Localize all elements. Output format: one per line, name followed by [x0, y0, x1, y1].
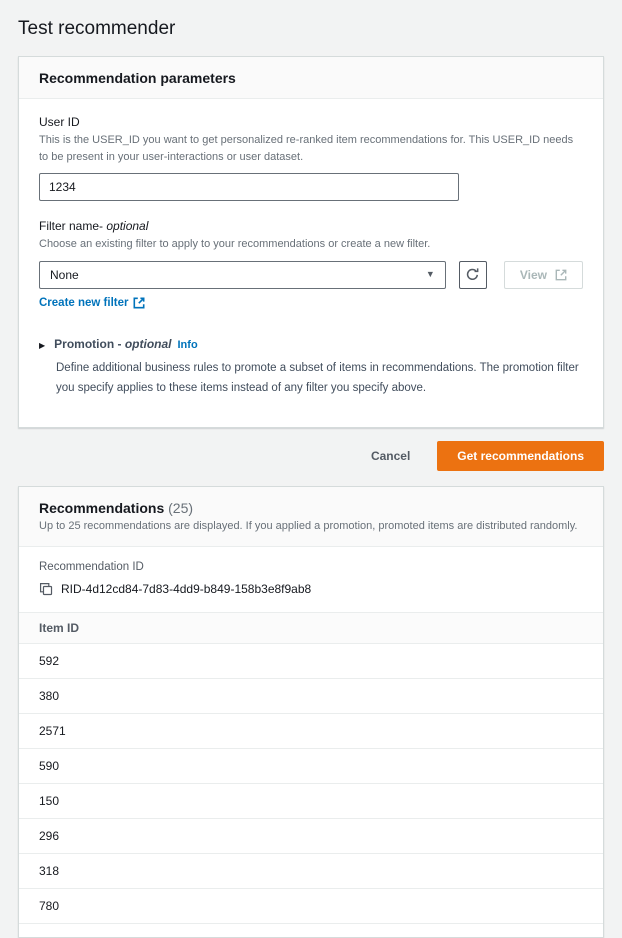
- table-row[interactable]: 150: [19, 784, 603, 819]
- recommendations-card: [18, 486, 604, 938]
- table-row[interactable]: [19, 924, 603, 937]
- promotion-description: Define additional business rules to promote a subset of items in recommendations. The promotion filter you specify applies to these items instead of any filter you specify above.: [56, 361, 579, 395]
- filter-name-field: [39, 219, 583, 311]
- recommendation-id-section: [19, 547, 603, 612]
- external-link-icon: [133, 297, 145, 309]
- recommendations-card-header: [19, 487, 603, 547]
- promotion-title-text: Promotion -: [54, 336, 125, 351]
- table-row[interactable]: 780: [19, 889, 603, 924]
- user-id-description: This is the USER_ID you want to get personalized re-ranked item recommendations for. This USER_ID needs to be present in your user-interactions or user dataset.: [39, 134, 574, 163]
- table-row[interactable]: 296: [19, 819, 603, 854]
- create-new-filter-link[interactable]: [39, 297, 145, 309]
- promotion-title: [54, 337, 171, 351]
- user-id-label: User ID: [39, 115, 80, 129]
- recommendation-id-row: [39, 582, 583, 596]
- filter-controls-row: [39, 261, 583, 289]
- recommendations-count: (25): [168, 499, 194, 516]
- user-id-field: [39, 115, 583, 201]
- promotion-section: [39, 337, 583, 399]
- recommendation-parameters-card: [18, 56, 604, 428]
- table-row[interactable]: 592: [19, 644, 603, 679]
- refresh-button[interactable]: [459, 261, 487, 289]
- recommendations-title-text: Recommendations: [39, 499, 169, 516]
- filter-name-description: Choose an existing filter to apply to your recommendations or create a new filter.: [39, 238, 431, 250]
- filter-name-label-text: Filter name-: [39, 219, 107, 233]
- parameters-card-body: [19, 99, 603, 427]
- table-row[interactable]: 2571: [19, 714, 603, 749]
- copy-icon: [39, 582, 53, 596]
- promotion-header[interactable]: [39, 337, 583, 351]
- recommendation-id-value: RID-4d12cd84-7d83-4dd9-b849-158b3e8f9ab8: [61, 582, 312, 597]
- external-link-icon: [555, 269, 567, 281]
- recommendations-description: Up to 25 recommendations are displayed. If you applied a promotion, promoted items are distributed randomly.: [39, 519, 578, 532]
- promotion-optional-text: optional: [124, 336, 172, 351]
- cancel-button[interactable]: Cancel: [370, 448, 411, 463]
- recommendations-card-title: [39, 500, 583, 516]
- chevron-down-icon: ▼: [425, 269, 435, 279]
- page-title: Test recommender: [18, 18, 176, 39]
- copy-button[interactable]: [39, 582, 53, 596]
- parameters-card-header: [19, 57, 603, 99]
- item-id-column-header: Item ID: [19, 613, 603, 644]
- parameters-card-title: Recommendation parameters: [39, 70, 236, 86]
- filter-select-value: None: [50, 267, 79, 282]
- filter-name-optional-text: optional: [106, 219, 149, 233]
- get-recommendations-button[interactable]: Get recommendations: [437, 441, 604, 471]
- table-row[interactable]: 590: [19, 749, 603, 784]
- refresh-icon: [465, 267, 480, 282]
- table-row[interactable]: 380: [19, 679, 603, 714]
- filter-select[interactable]: [39, 261, 446, 289]
- expand-triangle-icon[interactable]: ▶: [39, 340, 46, 350]
- table-row[interactable]: 318: [19, 854, 603, 889]
- filter-name-label: [39, 219, 583, 233]
- form-actions: [18, 441, 604, 471]
- view-button[interactable]: [504, 261, 583, 289]
- view-button-label: View: [519, 267, 547, 282]
- recommendation-id-label: Recommendation ID: [39, 561, 144, 574]
- user-id-input[interactable]: [39, 173, 459, 201]
- promotion-info-link[interactable]: Info: [177, 338, 198, 351]
- create-new-filter-label: Create new filter: [39, 296, 129, 309]
- item-table: [19, 612, 603, 937]
